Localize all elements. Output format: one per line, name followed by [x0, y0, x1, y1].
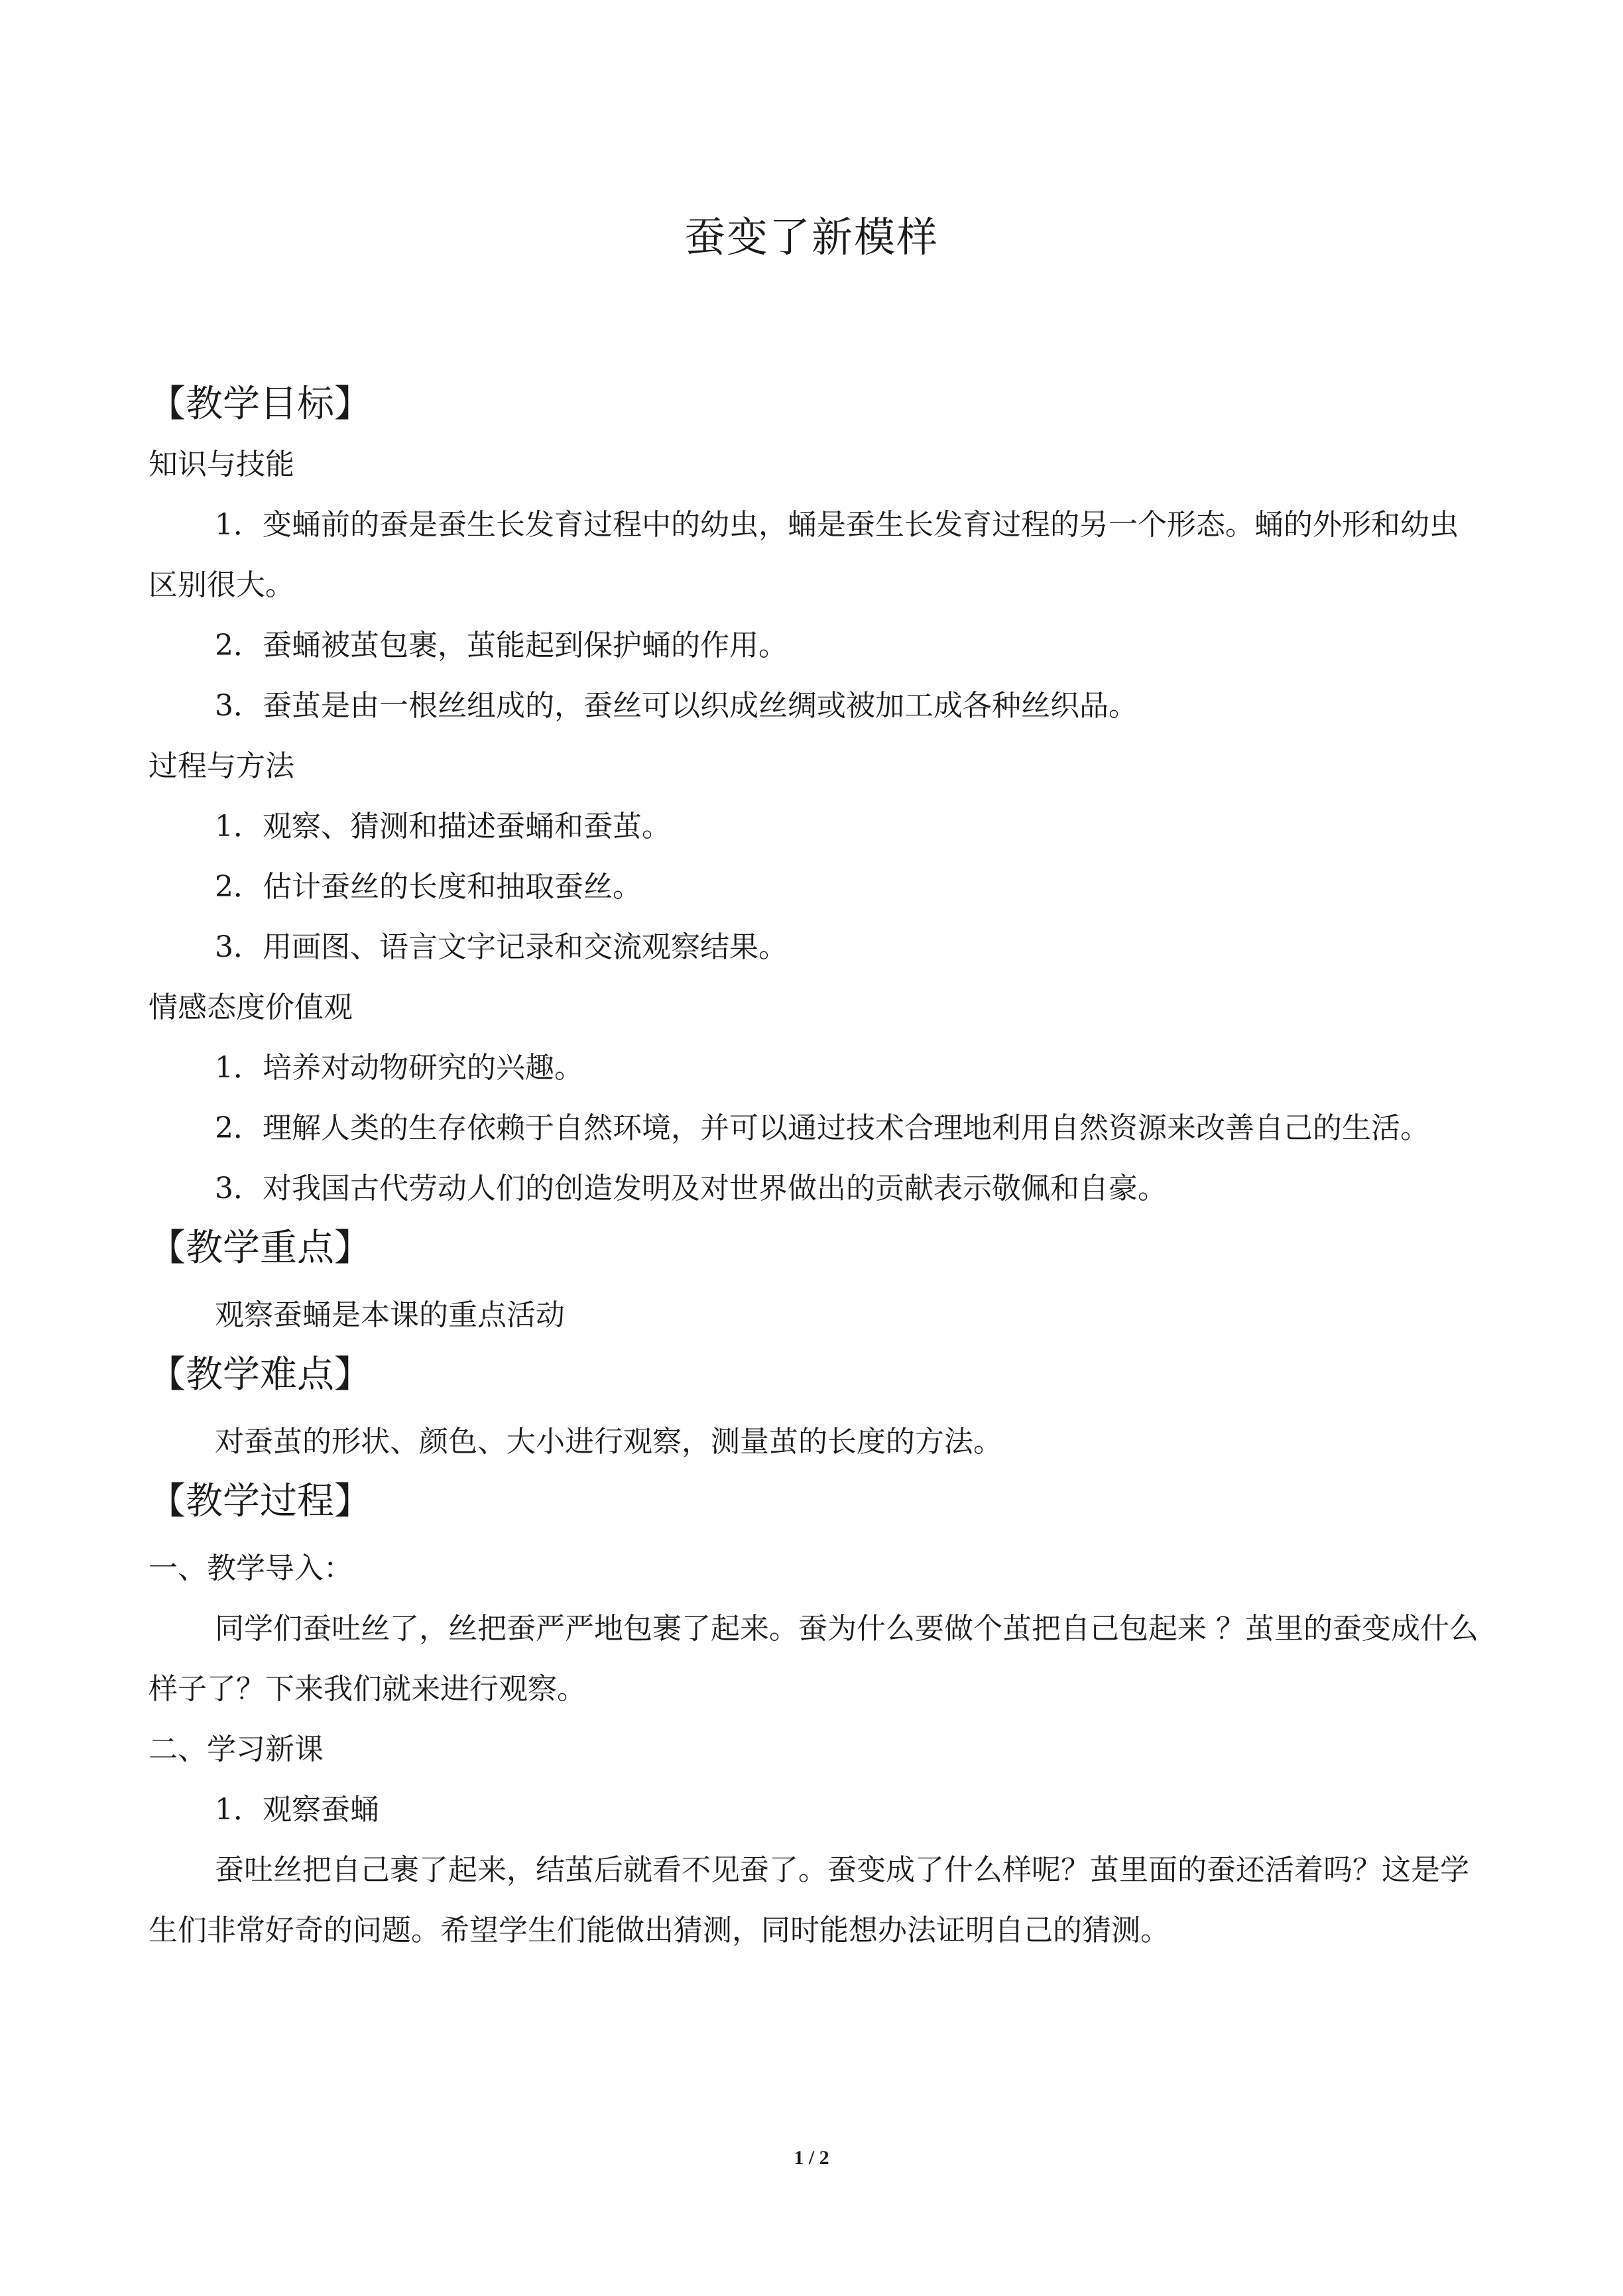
page-title: 蚕变了新模样: [684, 213, 939, 261]
emotion-label: 情感态度价值观: [149, 991, 353, 1024]
step1-text: 蚕吐丝把自己裹了起来，结茧后就看不见蚕了。蚕变成了什么样呢？茧里面的蚕还活着吗？这是学生们非常好奇的问题。希望学生们能做出猜测，同时能想办法证明自己的猜测。: [149, 1853, 1469, 1947]
new-lesson-label: 二、学习新课: [149, 1732, 324, 1766]
intro-label: 一、教学导入：: [149, 1551, 353, 1585]
process-method-item: 1．观察、猜测和描述蚕蛹和蚕茧。: [215, 810, 671, 843]
difficult-points-text: 对蚕茧的形状、颜色、大小进行观察，测量茧的长度的方法。: [215, 1425, 1002, 1459]
key-points-text: 观察蚕蛹是本课的重点活动: [215, 1298, 565, 1332]
emotion-item: 2．理解人类的生存依赖于自然环境，并可以通过技术合理地利用自然资源来改善自己的生活。: [215, 1111, 1429, 1145]
key-points-heading: 【教学重点】: [149, 1227, 371, 1270]
knowledge-item: 3．蚕茧是由一根丝组成的，蚕丝可以织成丝绸或被加工成各种丝织品。: [215, 689, 1138, 723]
emotion-item: 1．培养对动物研究的兴趣。: [215, 1051, 583, 1085]
process-method-item: 3．用画图、语言文字记录和交流观察结果。: [215, 930, 788, 964]
knowledge-label: 知识与技能: [149, 448, 294, 481]
intro-text: 同学们蚕吐丝了，丝把蚕严严地包裹了起来。蚕为什么要做个茧把自己包起来 ？茧里的蚕变成什么样子了？下来我们就来进行观察。: [149, 1612, 1478, 1706]
teaching-process-heading: 【教学过程】: [149, 1480, 371, 1523]
page-number: 1 / 2: [794, 2147, 829, 2169]
goals-heading: 【教学目标】: [149, 383, 371, 426]
difficult-points-heading: 【教学难点】: [149, 1353, 371, 1396]
emotion-item: 3．对我国古代劳动人们的创造发明及对世界做出的贡献表示敬佩和自豪。: [215, 1172, 1167, 1205]
process-method-label: 过程与方法: [149, 749, 294, 783]
knowledge-item: 1．变蛹前的蚕是蚕生长发育过程中的幼虫，蛹是蚕生长发育过程的另一个形态。蛹的外形和幼虫区别很大。: [149, 508, 1459, 602]
knowledge-item: 2．蚕蛹被茧包裹，茧能起到保护蛹的作用。: [215, 629, 788, 662]
process-method-item: 2．估计蚕丝的长度和抽取蚕丝。: [215, 870, 642, 904]
document-body: [149, 375, 1481, 1961]
step1-label: 1．观察蚕蛹: [215, 1793, 379, 1827]
